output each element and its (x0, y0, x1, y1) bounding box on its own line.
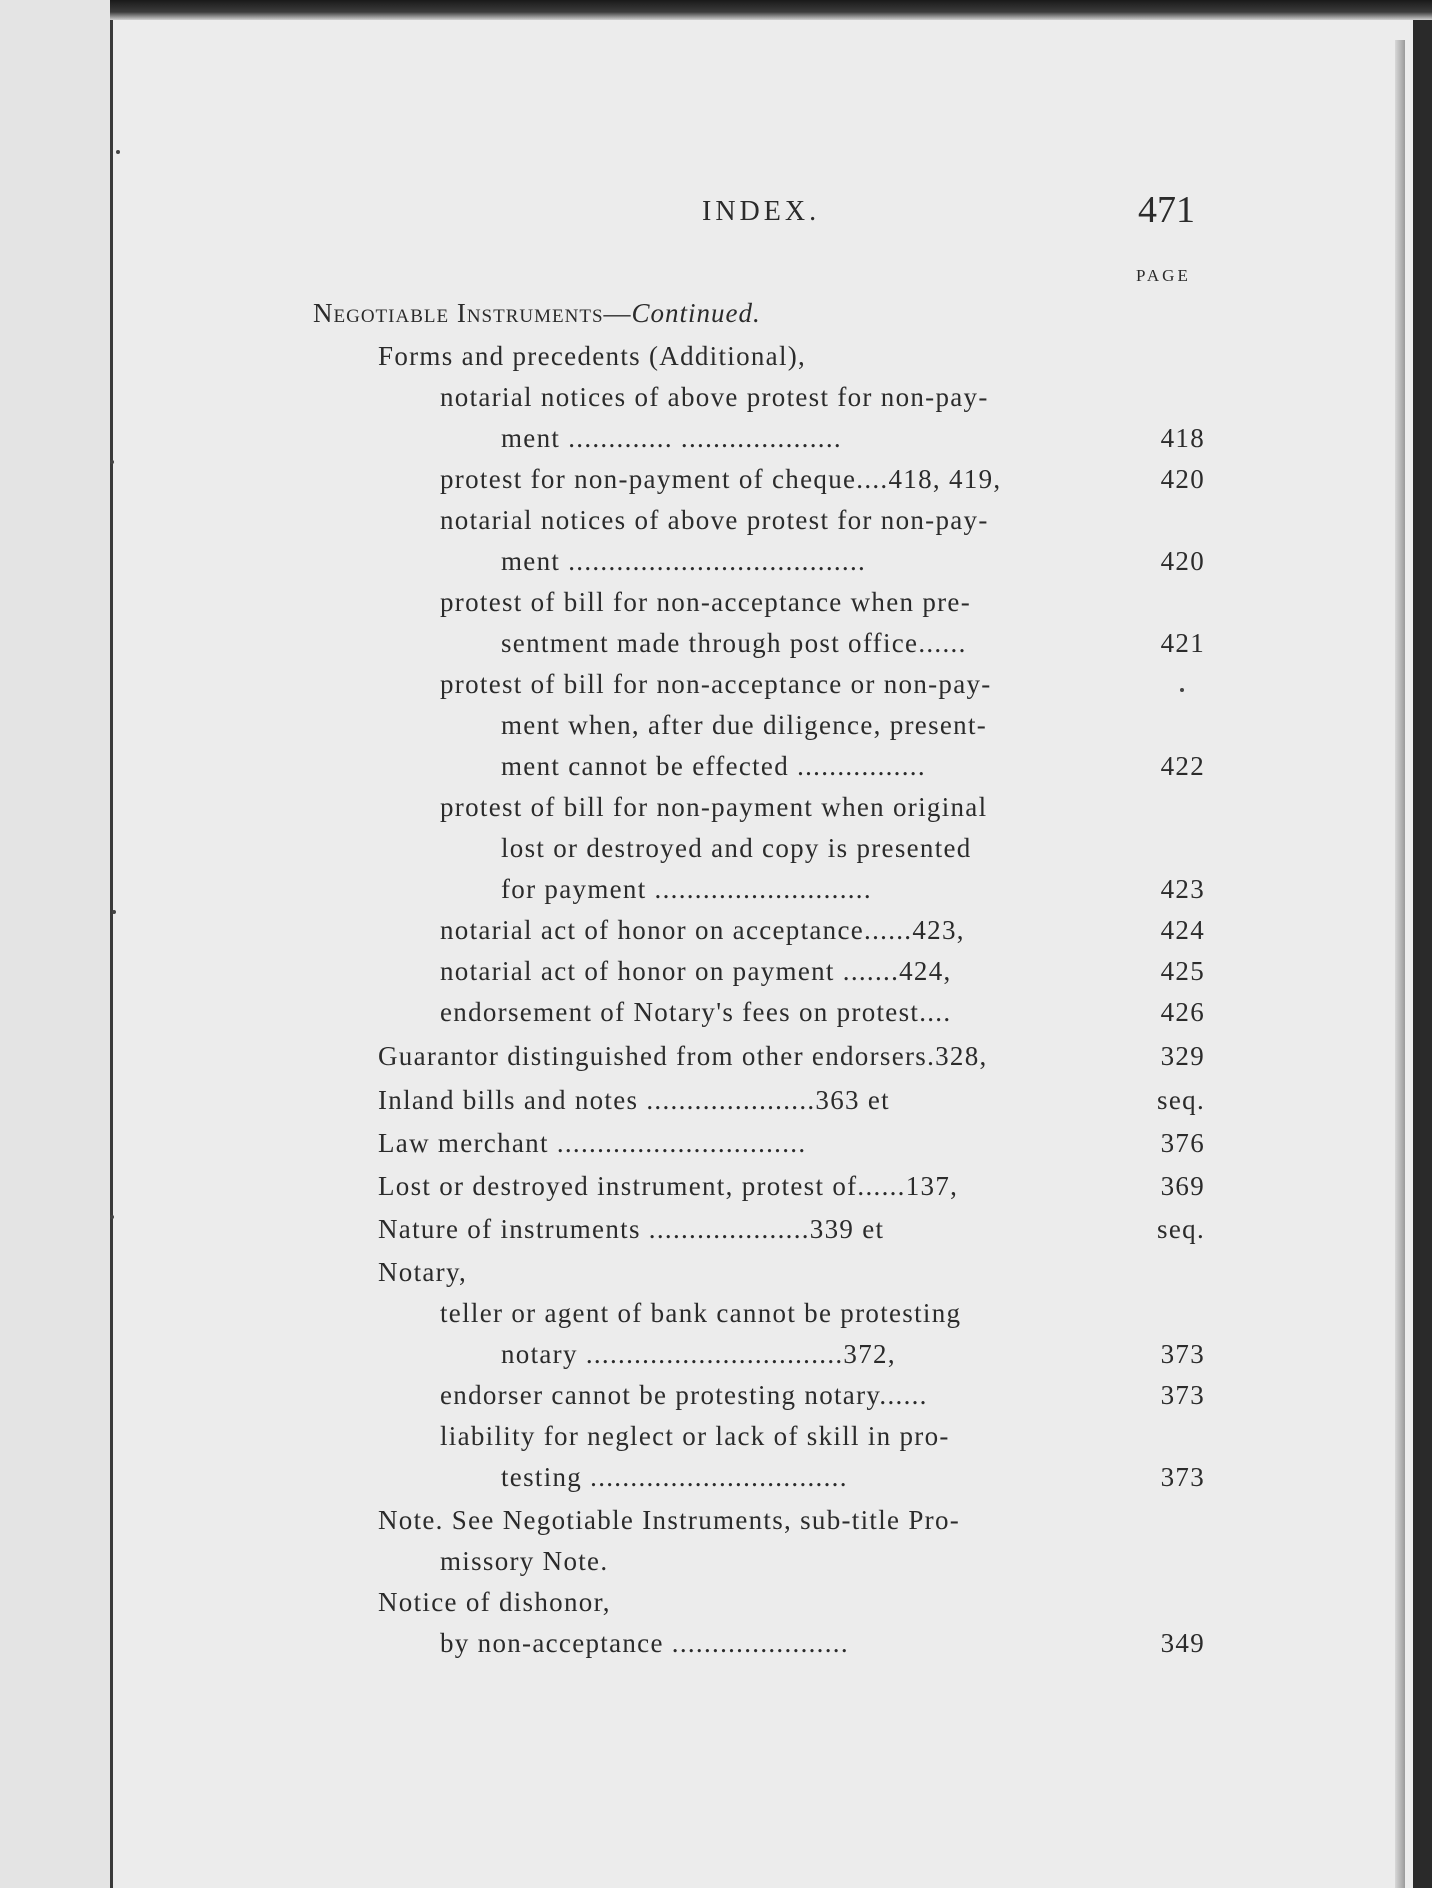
entry-ref: 423 (1160, 874, 1205, 904)
entry-ref: 376 (1160, 1128, 1205, 1158)
index-entry (501, 1457, 1205, 1497)
entry-text: ment when, after due diligence, present- (501, 710, 988, 740)
index-entry (440, 787, 1205, 827)
page-column-label: PAGE (1136, 266, 1191, 285)
entry-text: sentment made through post office...... (501, 628, 967, 658)
entry-text: Notice of dishonor, (378, 1587, 611, 1617)
entry-ref: 369 (1160, 1171, 1205, 1201)
entry-text: notarial notices of above protest for non-pay- (440, 382, 989, 412)
entry-text: ment cannot be effected ................ (501, 751, 926, 781)
index-entry (440, 664, 1205, 704)
entry-text: for payment ........................... (501, 874, 872, 904)
entry-ref: 349 (1160, 1628, 1205, 1658)
entry-text: Lost or destroyed instrument, protest of......137, (378, 1171, 959, 1201)
index-entry (378, 1582, 1205, 1622)
index-entry (378, 1123, 1205, 1163)
index-entry (501, 705, 1205, 745)
index-entry (440, 500, 1205, 540)
entry-text: notarial notices of above protest for non-pay- (440, 505, 989, 535)
index-entry (440, 582, 1205, 622)
index-entry (501, 869, 1205, 909)
index-entry (440, 459, 1205, 499)
entry-ref: seq. (1157, 1085, 1205, 1115)
entry-text: notarial act of honor on acceptance......423, (440, 915, 965, 945)
entry-text: teller or agent of bank cannot be protesting (440, 1298, 962, 1328)
entry-text: endorser cannot be protesting notary...... (440, 1380, 928, 1410)
entry-ref: 420 (1160, 546, 1205, 576)
entry-ref: 426 (1160, 997, 1205, 1027)
entry-text: protest of bill for non-payment when original (440, 792, 988, 822)
index-entry (501, 1334, 1205, 1374)
index-entry (378, 1500, 1205, 1540)
index-entry (501, 418, 1205, 458)
entry-ref: 329 (1160, 1041, 1205, 1071)
entry-ref: 418 (1160, 423, 1205, 453)
entry-text: Nature of instruments ....................339 et (378, 1214, 885, 1244)
index-entry (378, 1209, 1205, 1249)
entry-text: missory Note. (440, 1546, 609, 1576)
entry-text: ment ..................................... (501, 546, 867, 576)
entry-text: protest of bill for non-acceptance when pre- (440, 587, 971, 617)
entry-ref: 373 (1160, 1462, 1205, 1492)
entry-ref: seq. (1157, 1214, 1205, 1244)
section-continued: Continued. (631, 298, 761, 328)
index-entry (440, 951, 1205, 991)
index-entry (440, 1541, 1205, 1581)
index-entry (440, 910, 1205, 950)
entry-ref: 422 (1160, 751, 1205, 781)
index-entry (501, 541, 1205, 581)
entry-ref: 425 (1160, 956, 1205, 986)
index-entry (378, 1252, 1205, 1292)
index-entry (378, 1166, 1205, 1206)
entry-text: ment ............. .................... (501, 423, 842, 453)
entry-text: Inland bills and notes .....................363 et (378, 1085, 890, 1115)
entry-text: by non-acceptance ...................... (440, 1628, 849, 1658)
entry-text: testing ................................ (501, 1462, 848, 1492)
index-entry (378, 1080, 1205, 1120)
index-entry (440, 377, 1205, 417)
section-title: Negotiable Instruments— (313, 298, 632, 328)
entry-ref: 420 (1160, 464, 1205, 494)
entry-text: Forms and precedents (Additional), (378, 341, 807, 371)
entry-text: Note. See Negotiable Instruments, sub-title Pro- (378, 1505, 961, 1535)
entry-text: Notary, (378, 1257, 468, 1287)
entry-text: protest for non-payment of cheque....418, 419, (440, 464, 1002, 494)
index-entry (440, 1293, 1205, 1333)
entry-text: protest of bill for non-acceptance or non-pay- (440, 669, 992, 699)
index-entry (440, 992, 1205, 1032)
entry-text: notary ................................372, (501, 1339, 896, 1369)
entry-ref: 373 (1160, 1339, 1205, 1369)
index-entry (440, 1375, 1205, 1415)
index-entry (440, 1416, 1205, 1456)
entry-ref: 421 (1160, 628, 1205, 658)
index-entry (378, 336, 1205, 376)
running-head: INDEX. (702, 196, 821, 227)
entry-text: notarial act of honor on payment .......424, (440, 956, 952, 986)
entry-text: Law merchant ............................... (378, 1128, 807, 1158)
section-heading (313, 298, 761, 329)
index-entry (501, 746, 1205, 786)
index-entry (440, 1623, 1205, 1663)
entry-text: lost or destroyed and copy is presented (501, 833, 972, 863)
entry-text: liability for neglect or lack of skill in pro- (440, 1421, 950, 1451)
index-entry (501, 828, 1205, 868)
entry-text: Guarantor distinguished from other endorsers.328, (378, 1041, 988, 1071)
entry-ref: 373 (1160, 1380, 1205, 1410)
entry-ref: 424 (1160, 915, 1205, 945)
index-entry (501, 623, 1205, 663)
page-number: 471 (1138, 189, 1195, 231)
index-entry (378, 1036, 1205, 1076)
entry-text: endorsement of Notary's fees on protest.... (440, 997, 952, 1027)
